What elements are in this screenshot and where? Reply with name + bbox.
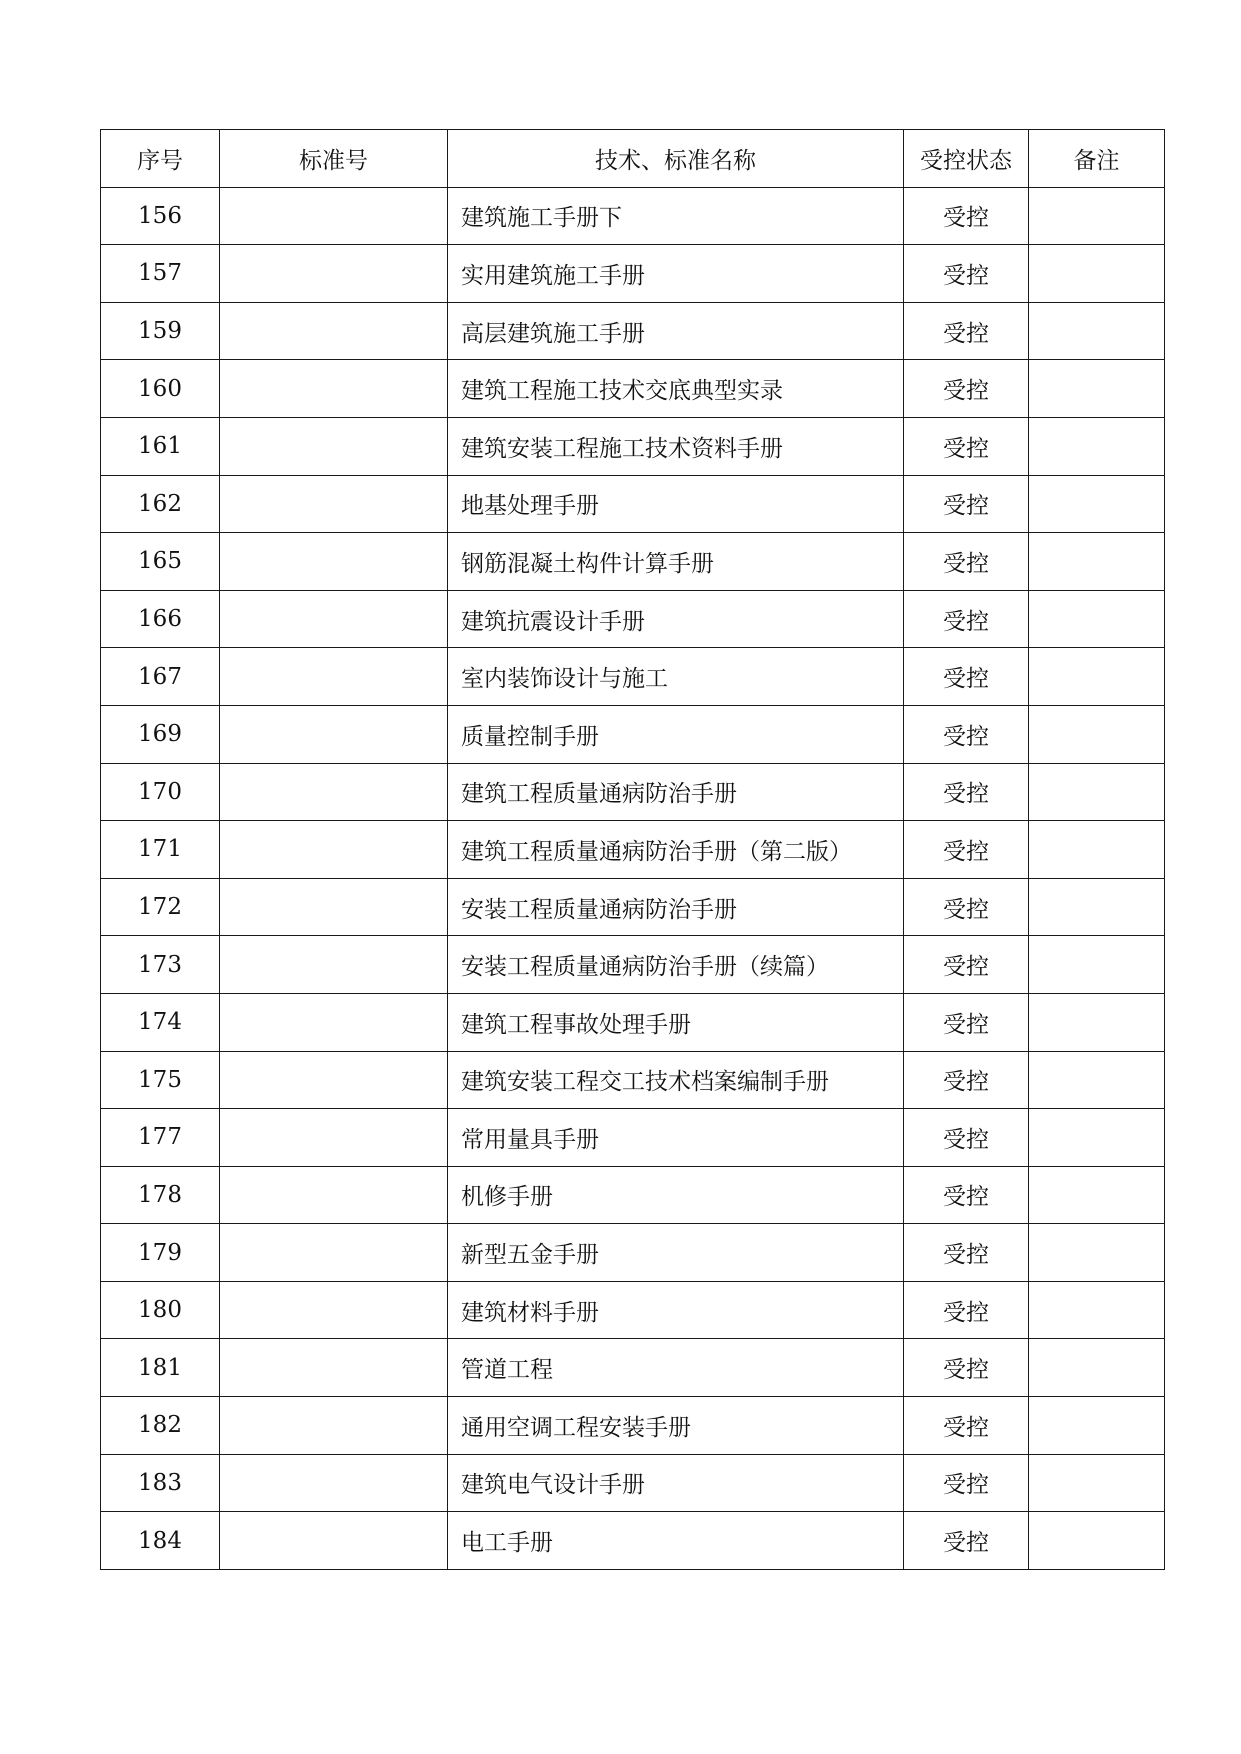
cell-name: 建筑工程质量通病防治手册（第二版） — [448, 821, 904, 879]
cell-remarks — [1029, 1051, 1165, 1109]
cell-name: 安装工程质量通病防治手册 — [448, 878, 904, 936]
table-row — [101, 1397, 1165, 1455]
cell-status: 受控 — [904, 1512, 1029, 1570]
cell-name: 地基处理手册 — [448, 475, 904, 533]
cell-status: 受控 — [904, 360, 1029, 418]
table-row — [101, 1224, 1165, 1282]
cell-seq: 174 — [101, 993, 220, 1051]
cell-seq: 162 — [101, 475, 220, 533]
cell-name: 通用空调工程安装手册 — [448, 1397, 904, 1455]
cell-name: 新型五金手册 — [448, 1224, 904, 1282]
header-standard-no: 标准号 — [220, 130, 448, 188]
cell-standard-no — [220, 1397, 448, 1455]
cell-remarks — [1029, 475, 1165, 533]
cell-name: 高层建筑施工手册 — [448, 302, 904, 360]
table-row — [101, 1339, 1165, 1397]
cell-seq: 159 — [101, 302, 220, 360]
cell-seq: 177 — [101, 1109, 220, 1167]
cell-seq: 170 — [101, 763, 220, 821]
cell-seq: 178 — [101, 1166, 220, 1224]
cell-seq: 157 — [101, 245, 220, 303]
cell-seq: 184 — [101, 1512, 220, 1570]
cell-remarks — [1029, 1166, 1165, 1224]
table-row — [101, 763, 1165, 821]
cell-seq: 180 — [101, 1281, 220, 1339]
cell-standard-no — [220, 1166, 448, 1224]
cell-standard-no — [220, 533, 448, 591]
cell-standard-no — [220, 1281, 448, 1339]
cell-seq: 165 — [101, 533, 220, 591]
table-row — [101, 1166, 1165, 1224]
cell-status: 受控 — [904, 417, 1029, 475]
cell-status: 受控 — [904, 533, 1029, 591]
cell-standard-no — [220, 245, 448, 303]
cell-status: 受控 — [904, 187, 1029, 245]
cell-status: 受控 — [904, 936, 1029, 994]
table-row — [101, 1281, 1165, 1339]
table-row — [101, 475, 1165, 533]
table-row — [101, 1109, 1165, 1167]
cell-seq: 181 — [101, 1339, 220, 1397]
cell-status: 受控 — [904, 475, 1029, 533]
cell-remarks — [1029, 648, 1165, 706]
table-row — [101, 360, 1165, 418]
cell-status: 受控 — [904, 1397, 1029, 1455]
cell-standard-no — [220, 417, 448, 475]
cell-standard-no — [220, 1512, 448, 1570]
header-name: 技术、标准名称 — [448, 130, 904, 188]
cell-name: 钢筋混凝土构件计算手册 — [448, 533, 904, 591]
cell-name: 管道工程 — [448, 1339, 904, 1397]
cell-name: 电工手册 — [448, 1512, 904, 1570]
cell-name: 建筑电气设计手册 — [448, 1454, 904, 1512]
cell-seq: 161 — [101, 417, 220, 475]
cell-status: 受控 — [904, 648, 1029, 706]
cell-name: 质量控制手册 — [448, 705, 904, 763]
cell-name: 建筑安装工程施工技术资料手册 — [448, 417, 904, 475]
cell-remarks — [1029, 245, 1165, 303]
cell-seq: 172 — [101, 878, 220, 936]
cell-remarks — [1029, 1224, 1165, 1282]
cell-status: 受控 — [904, 763, 1029, 821]
header-seq: 序号 — [101, 130, 220, 188]
cell-name: 建筑工程施工技术交底典型实录 — [448, 360, 904, 418]
table-row — [101, 705, 1165, 763]
cell-standard-no — [220, 1339, 448, 1397]
cell-standard-no — [220, 821, 448, 879]
cell-standard-no — [220, 1454, 448, 1512]
cell-status: 受控 — [904, 1224, 1029, 1282]
cell-name: 建筑安装工程交工技术档案编制手册 — [448, 1051, 904, 1109]
cell-remarks — [1029, 878, 1165, 936]
cell-remarks — [1029, 1512, 1165, 1570]
cell-standard-no — [220, 360, 448, 418]
cell-seq: 171 — [101, 821, 220, 879]
cell-name: 实用建筑施工手册 — [448, 245, 904, 303]
cell-status: 受控 — [904, 821, 1029, 879]
cell-standard-no — [220, 590, 448, 648]
cell-name: 常用量具手册 — [448, 1109, 904, 1167]
cell-standard-no — [220, 1224, 448, 1282]
cell-remarks — [1029, 705, 1165, 763]
cell-remarks — [1029, 1397, 1165, 1455]
cell-standard-no — [220, 936, 448, 994]
cell-remarks — [1029, 590, 1165, 648]
cell-seq: 167 — [101, 648, 220, 706]
cell-remarks — [1029, 187, 1165, 245]
cell-seq: 175 — [101, 1051, 220, 1109]
cell-status: 受控 — [904, 705, 1029, 763]
table-row — [101, 590, 1165, 648]
cell-remarks — [1029, 360, 1165, 418]
cell-status: 受控 — [904, 302, 1029, 360]
cell-remarks — [1029, 417, 1165, 475]
cell-name: 机修手册 — [448, 1166, 904, 1224]
cell-remarks — [1029, 302, 1165, 360]
cell-remarks — [1029, 936, 1165, 994]
cell-status: 受控 — [904, 1454, 1029, 1512]
table-row — [101, 302, 1165, 360]
standards-table — [100, 129, 1165, 1570]
table-row — [101, 187, 1165, 245]
cell-standard-no — [220, 648, 448, 706]
cell-standard-no — [220, 993, 448, 1051]
table-row — [101, 1051, 1165, 1109]
cell-standard-no — [220, 763, 448, 821]
table-row — [101, 1454, 1165, 1512]
cell-seq: 179 — [101, 1224, 220, 1282]
cell-status: 受控 — [904, 590, 1029, 648]
table-row — [101, 936, 1165, 994]
cell-remarks — [1029, 1281, 1165, 1339]
cell-remarks — [1029, 1339, 1165, 1397]
cell-seq: 173 — [101, 936, 220, 994]
cell-name: 建筑抗震设计手册 — [448, 590, 904, 648]
table-row — [101, 245, 1165, 303]
cell-standard-no — [220, 187, 448, 245]
table-row — [101, 878, 1165, 936]
cell-seq: 160 — [101, 360, 220, 418]
table-row — [101, 821, 1165, 879]
cell-status: 受控 — [904, 1166, 1029, 1224]
cell-remarks — [1029, 993, 1165, 1051]
table-row — [101, 533, 1165, 591]
cell-name: 室内装饰设计与施工 — [448, 648, 904, 706]
cell-standard-no — [220, 1051, 448, 1109]
cell-name: 安装工程质量通病防治手册（续篇） — [448, 936, 904, 994]
cell-status: 受控 — [904, 878, 1029, 936]
cell-name: 建筑工程质量通病防治手册 — [448, 763, 904, 821]
cell-standard-no — [220, 1109, 448, 1167]
table-row — [101, 1512, 1165, 1570]
cell-status: 受控 — [904, 1281, 1029, 1339]
header-row — [101, 130, 1165, 188]
cell-remarks — [1029, 1454, 1165, 1512]
table-header — [101, 130, 1165, 188]
header-status: 受控状态 — [904, 130, 1029, 188]
cell-remarks — [1029, 763, 1165, 821]
cell-name: 建筑施工手册下 — [448, 187, 904, 245]
cell-status: 受控 — [904, 1339, 1029, 1397]
table-body — [101, 187, 1165, 1569]
cell-seq: 156 — [101, 187, 220, 245]
cell-remarks — [1029, 1109, 1165, 1167]
cell-remarks — [1029, 821, 1165, 879]
cell-seq: 166 — [101, 590, 220, 648]
cell-seq: 169 — [101, 705, 220, 763]
table-row — [101, 993, 1165, 1051]
cell-status: 受控 — [904, 1109, 1029, 1167]
cell-name: 建筑工程事故处理手册 — [448, 993, 904, 1051]
header-remarks: 备注 — [1029, 130, 1165, 188]
cell-standard-no — [220, 302, 448, 360]
cell-seq: 182 — [101, 1397, 220, 1455]
cell-name: 建筑材料手册 — [448, 1281, 904, 1339]
cell-remarks — [1029, 533, 1165, 591]
cell-standard-no — [220, 475, 448, 533]
cell-standard-no — [220, 878, 448, 936]
table-row — [101, 648, 1165, 706]
cell-status: 受控 — [904, 245, 1029, 303]
cell-standard-no — [220, 705, 448, 763]
table-row — [101, 417, 1165, 475]
cell-status: 受控 — [904, 1051, 1029, 1109]
cell-seq: 183 — [101, 1454, 220, 1512]
cell-status: 受控 — [904, 993, 1029, 1051]
